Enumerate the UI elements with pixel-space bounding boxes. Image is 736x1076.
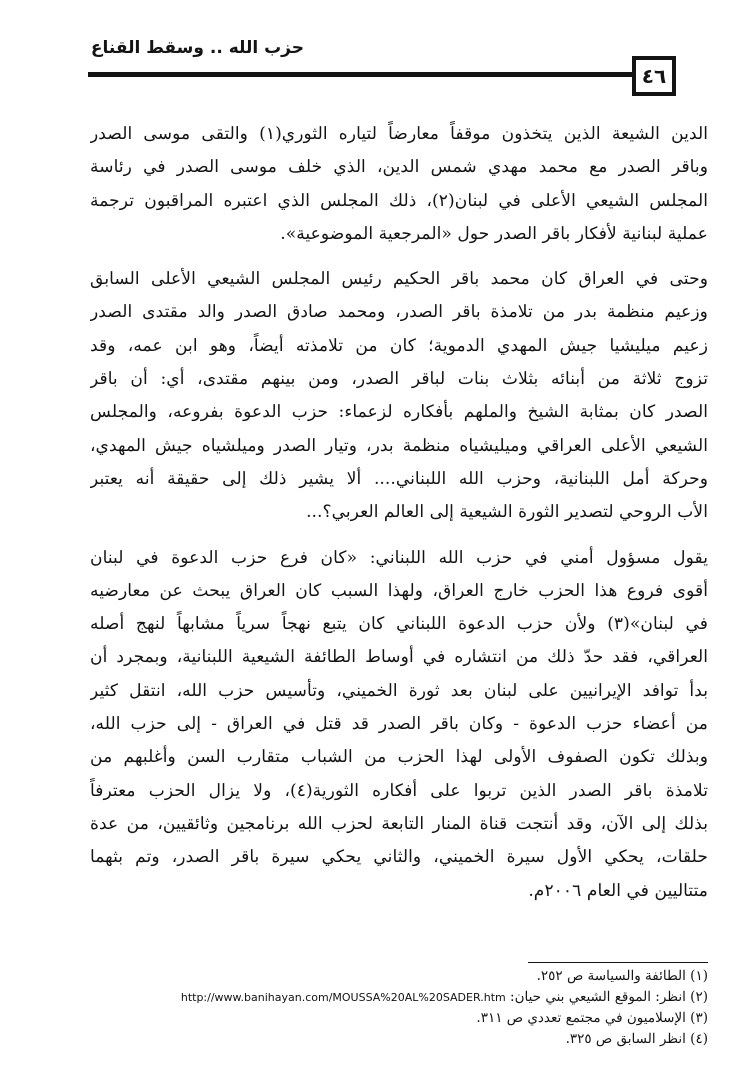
text-line: يقول مسؤول أمني في حزب الله اللبناني: «كان فرع حزب الدعوة في لبنان	[90, 547, 708, 568]
header-rule	[88, 72, 632, 77]
footnote-url: http://www.banihayan.com/MOUSSA%20AL%20SADER.htm	[180, 991, 506, 1004]
footnotes	[120, 966, 708, 1050]
text-line: الشيعي الأعلى العراقي وميليشياه منظمة بدر، وتيار الصدر وميلشياه جيش المهدي،	[90, 435, 708, 456]
footnote-4: (٤) انظر السابق ص ٣٢٥.	[565, 1031, 708, 1047]
text-line: زعيم ميليشيا جيش المهدي الدموية؛ كان من تلامذته أيضاً، وهو ابن عمه، وقد	[90, 335, 708, 356]
paragraph-3	[90, 542, 708, 908]
text-line: وزعيم منظمة بدر من تلامذة باقر الصدر، ومحمد صادق الصدر والد مقتدى الصدر	[90, 302, 708, 323]
text-line: حلقات، يحكي الأول سيرة الخميني، والثاني يحكي سيرة باقر الصدر، وتم بثهما	[90, 847, 708, 868]
running-head-title: حزب الله .. وسقط القناع	[90, 38, 304, 58]
text-line: الأب الروحي لتصدير الثورة الشيعية إلى العالم العربي؟...	[306, 502, 708, 523]
text-line: من أعضاء حزب الدعوة - وكان باقر الصدر قد قتل في العراق - إلى حزب الله،	[90, 714, 708, 735]
footnote-2-text: (٢) انظر: الموقع الشيعي بني حيان:	[510, 989, 708, 1005]
footnote-separator	[528, 962, 708, 963]
text-line: المجلس الشيعي الأعلى في لبنان(٢)، ذلك المجلس الذي اعتبره المراقبون ترجمة	[90, 190, 708, 211]
paragraph-1	[90, 118, 708, 251]
text-line: وحتى في العراق كان محمد باقر الحكيم رئيس المجلس الشيعي الأعلى السابق	[90, 269, 708, 290]
footnote-3: (٣) الإسلاميون في مجتمع تعددي ص ٣١١.	[476, 1010, 708, 1026]
text-line: بذلك إلى الآن، وقد أنتجت قناة المنار التابعة لحزب الله برنامجين وثائقيين، من عدة	[90, 813, 708, 834]
text-line: متتاليين في العام ٢٠٠٦م.	[528, 880, 708, 901]
text-line: بدأ توافد الإيرانيين على لبنان بعد ثورة الخميني، وتأسيس حزب الله، انتقل كثير	[90, 680, 708, 701]
text-line: عملية لبنانية لأفكار باقر الصدر حول «المرجعية الموضوعية».	[280, 223, 708, 244]
text-line: العراقي، فقد حدّ ذلك من انتشاره في أوساط الطائفة الشيعية اللبنانية، وبمجرد أن	[90, 647, 708, 668]
paragraph-2	[90, 263, 708, 529]
text-line: أقوى فروع هذا الحزب خارج العراق، ولهذا السبب كان العراق يبحث عن معارضيه	[90, 580, 708, 601]
page-number-box	[632, 56, 676, 96]
footnote-1: (١) الطائفة والسياسة ص ٢٥٢.	[536, 968, 708, 984]
text-line: في لبنان»(٣) ولأن حزب الدعوة اللبناني كان يتبع نهجاً سرياً مشابهاً لنهج أصله	[90, 614, 708, 635]
text-line: تلامذة باقر الصدر الذين تربوا على أفكاره الثورية(٤)، ولا يزال الحزب معترفاً	[90, 780, 708, 801]
text-line: وباقر الصدر مع محمد مهدي شمس الدين، الذي خلف موسى الصدر في رئاسة	[90, 157, 708, 178]
text-line: الصدر كان بمثابة الشيخ والملهم بأفكاره لزعماء: حزب الدعوة بفروعه، والمجلس	[90, 402, 708, 423]
text-line: تزوج ثلاثة من أبنائه بثلاث بنات لباقر الصدر، ومن بينهم مقتدى، أي: أن باقر	[90, 369, 708, 390]
page-number: ٤٦	[641, 64, 667, 88]
text-line: وحركة أمل اللبنانية، وحزب الله اللبناني.... ألا يشير ذلك إلى حقيقة أنه يعتبر	[90, 468, 708, 489]
text-line: وبذلك تكون الصفوف الأولى لهذا الحزب من الشباب متقارب السن وأغلبهم من	[90, 747, 708, 768]
body-text	[90, 118, 708, 908]
text-line: الدين الشيعة الذين يتخذون موقفاً معارضاً لتياره الثوري(١) والتقى موسى الصدر	[90, 124, 708, 144]
footnote-2	[120, 987, 708, 1008]
